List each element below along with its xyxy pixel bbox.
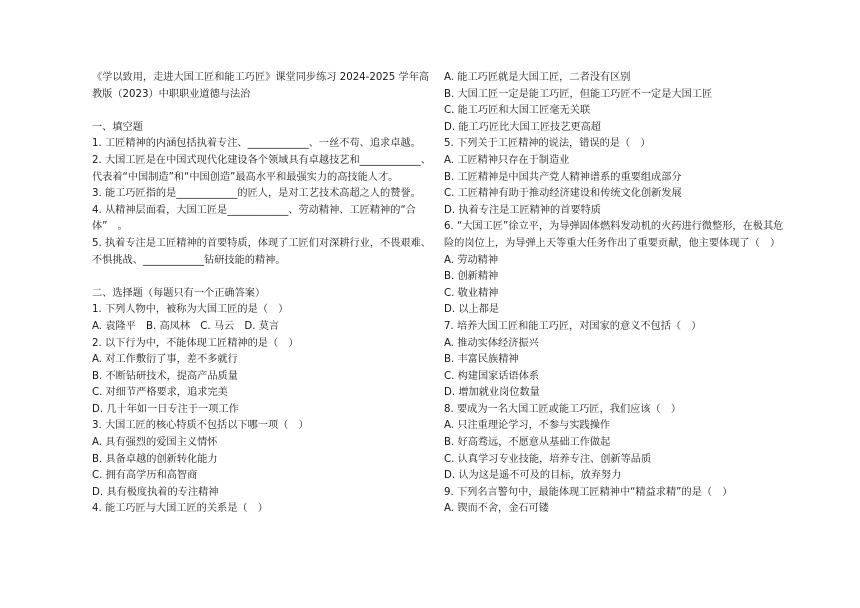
choice-line: 9. 下列名言警句中，最能体现工匠精神中“精益求精”的是（ ） <box>444 486 733 498</box>
fill-question-2: 2. 大国工匠是在中国式现代化建设各个领域具有卓越技艺和____________、代表着“中国制造”和“中国创造”最高水平和最强实力的高技能人才。 <box>92 154 431 183</box>
choice-line: A. 工匠精神只存在于制造业 <box>444 154 570 166</box>
choice-line: 5. 下列关于工匠精神的说法，错误的是（ ） <box>444 138 651 150</box>
choice-line: A. 对工作敷衍了事，差不多就行 <box>92 354 238 366</box>
choice-line: 8. 要成为一名大国工匠或能工巧匠，我们应该（ ） <box>444 403 682 415</box>
choice-line: 1. 下列人物中，被称为大国工匠的是（ ） <box>92 304 289 316</box>
choice-line: A. 只注重理论学习，不参与实践操作 <box>444 420 611 432</box>
choice-line: B. 大国工匠一定是能工巧匠，但能工巧匠不一定是大国工匠 <box>444 88 713 100</box>
left-column <box>92 70 432 518</box>
choice-line: D. 能工巧匠比大国工匠技艺更高超 <box>444 121 601 133</box>
choice-line: C. 工匠精神有助于推动经济建设和传统文化创新发展 <box>444 188 682 200</box>
choice-line: C. 对细节严格要求，追求完美 <box>92 387 228 399</box>
choice-line: D. 具有极度执着的专注精神 <box>92 486 219 498</box>
choice-line: A. 能工巧匠就是大国工匠，二者没有区别 <box>444 72 631 83</box>
choice-line: C. 能工巧匠和大国工匠毫无关联 <box>444 105 591 117</box>
fill-question-1: 1. 工匠精神的内涵包括执着专注、____________、一丝不苟、追求卓越。 <box>92 138 421 150</box>
choice-question-6: 6. “大国工匠”徐立平，为导弹固体燃料发动机的火药进行微整形，在极其危险的岗位上，为导弹上天等重大任务作出了重要贡献，他主要体现了（ ） <box>444 221 784 249</box>
fill-blank-heading: 一、填空题 <box>92 121 143 133</box>
choice-line: A. 具有强烈的爱国主义情怀 <box>92 437 218 449</box>
document-title: 《学以致用，走进大国工匠和能工巧匠》课堂同步练习 2024-2025 学年高教版（2023）中职职业道德与法治 <box>92 72 430 100</box>
right-column <box>444 70 784 518</box>
choice-line: C. 认真学习专业技能，培养专注、创新等品质 <box>444 453 652 465</box>
fill-question-3: 3. 能工巧匠指的是____________的匠人，是对工艺技术高超之人的赞誉。 <box>92 188 421 200</box>
choice-heading: 二、选择题（每题只有一个正确答案） <box>92 287 266 299</box>
choice-line: C. 敬业精神 <box>444 287 499 299</box>
choice-line: A. 锲而不舍，金石可镂 <box>444 503 549 515</box>
choice-line: D. 几十年如一日专注于一项工作 <box>92 403 239 415</box>
choice-line: 3. 大国工匠的核心特质不包括以下哪一项（ ） <box>92 420 309 432</box>
fill-question-5: 5. 执着专注是工匠精神的首要特质，体现了工匠们对深耕行业，不畏艰难、不惧挑战、____________钻研技能的精神。 <box>92 237 431 266</box>
choice-line: 7. 培养大国工匠和能工巧匠，对国家的意义不包括（ ） <box>444 320 702 332</box>
choice-line: B. 创新精神 <box>444 271 499 283</box>
choice-line: B. 不断钻研技术，提高产品质量 <box>92 370 238 382</box>
choice-line: A. 劳动精神 <box>444 254 499 266</box>
choice-line: A. 推动实体经济振兴 <box>444 337 539 349</box>
choice-line: D. 认为这是遥不可及的目标，放弃努力 <box>444 470 622 482</box>
choice-line: B. 工匠精神是中国共产党人精神谱系的重要组成部分 <box>444 171 682 183</box>
choice-line: D. 增加就业岗位数量 <box>444 387 540 399</box>
choice-line: 4. 能工巧匠与大国工匠的关系是（ ） <box>92 503 268 515</box>
fill-question-4: 4. 从精神层面看，大国工匠是____________、劳动精神、工匠精神的“合体” 。 <box>92 204 416 233</box>
choice-line: C. 拥有高学历和高智商 <box>92 470 198 482</box>
choice-line: B. 具备卓越的创新转化能力 <box>92 453 218 465</box>
choice-line: D. 执着专注是工匠精神的首要特质 <box>444 204 601 216</box>
choice-line: C. 构建国家话语体系 <box>444 370 540 382</box>
choice-line: D. 以上都是 <box>444 304 500 316</box>
choice-line: B. 好高骛远，不愿意从基础工作做起 <box>444 437 611 449</box>
choice-line: B. 丰富民族精神 <box>444 354 519 366</box>
choice-line: A. 袁隆平 B. 高凤林 C. 马云 D. 莫言 <box>92 320 280 332</box>
choice-line: 2. 以下行为中，不能体现工匠精神的是（ ） <box>92 337 299 349</box>
